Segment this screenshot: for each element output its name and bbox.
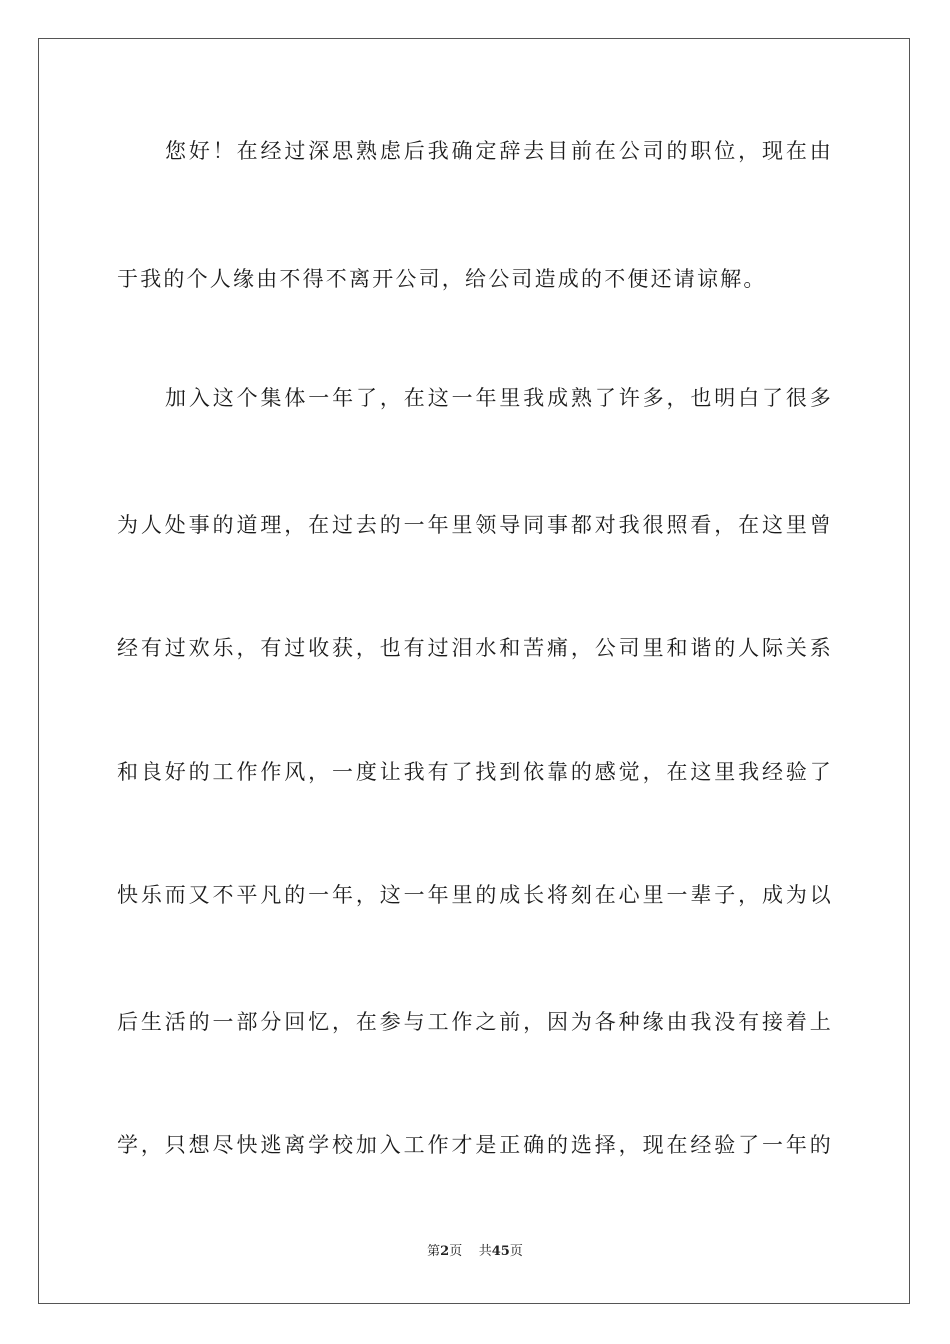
paragraph-1-line-1: 您好！在经过深思熟虑后我确定辞去目前在公司的职位，现在由 xyxy=(165,139,833,163)
paragraph-2-line-3: 经有过欢乐，有过收获，也有过泪水和苦痛，公司里和谐的人际关系 xyxy=(117,636,833,660)
paragraph-2-line-6: 后生活的一部分回忆，在参与工作之前，因为各种缘由我没有接着上 xyxy=(117,1010,833,1034)
paragraph-2-line-5: 快乐而又不平凡的一年，这一年里的成长将刻在心里一辈子，成为以 xyxy=(117,883,833,907)
current-page-number: 2 xyxy=(440,1244,450,1259)
paragraph-2-line-1: 加入这个集体一年了，在这一年里我成熟了许多，也明白了很多 xyxy=(165,386,833,410)
page-label-prefix: 第 xyxy=(427,1244,441,1259)
page-border xyxy=(38,38,910,1304)
page-label-suffix: 页 xyxy=(449,1244,463,1259)
total-pages-number: 45 xyxy=(491,1244,510,1259)
total-label-prefix: 共 xyxy=(478,1244,492,1259)
paragraph-2-line-7: 学，只想尽快逃离学校加入工作才是正确的选择，现在经验了一年的 xyxy=(117,1133,833,1157)
total-label-suffix: 页 xyxy=(509,1244,523,1259)
paragraph-2-line-4: 和良好的工作作风，一度让我有了找到依靠的感觉，在这里我经验了 xyxy=(117,760,833,784)
page-footer xyxy=(0,1243,950,1261)
paragraph-2-line-2: 为人处事的道理，在过去的一年里领导同事都对我很照看，在这里曾 xyxy=(117,513,833,537)
paragraph-1-line-2: 于我的个人缘由不得不离开公司，给公司造成的不便还请谅解。 xyxy=(117,267,767,291)
